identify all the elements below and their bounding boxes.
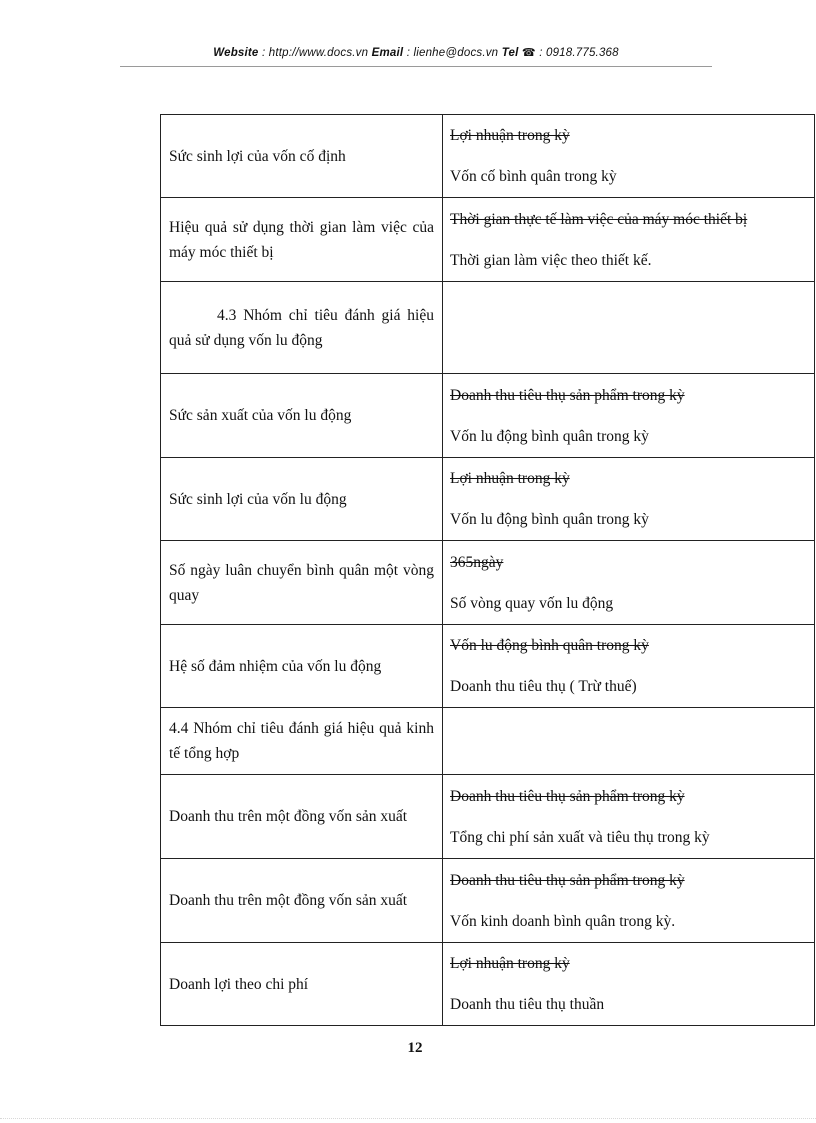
- formula-numerator: Doanh thu tiêu thụ sản phẩm trong kỳ: [450, 871, 685, 889]
- tel-value: : 0918.775.368: [535, 47, 619, 59]
- formula-numerator: Doanh thu tiêu thụ sản phẩm trong kỳ: [450, 787, 685, 805]
- formula-numerator: Lợi nhuận trong kỳ: [450, 955, 570, 972]
- formula-cell: [443, 625, 815, 708]
- formula-cell: [443, 859, 815, 943]
- email-label: Email: [371, 47, 404, 59]
- formula-cell: [443, 198, 815, 282]
- table-row: [161, 115, 815, 198]
- formula-cell: [443, 775, 815, 859]
- formula-denominator: Số vòng quay vốn lu động: [450, 594, 614, 612]
- formula-numerator: Lợi nhuận trong kỳ: [450, 127, 570, 144]
- indicator-name: Hiệu quả sử dụng thời gian làm việc của máy móc thiết bị: [161, 198, 443, 282]
- indicator-table: [160, 114, 815, 1026]
- indicator-name: Doanh thu trên một đồng vốn sản xuất: [161, 859, 443, 943]
- section-heading: 4.3 Nhóm chỉ tiêu đánh giá hiệu quả sử dụng vốn lu động: [161, 282, 443, 374]
- table-row: [161, 282, 815, 374]
- table-row: [161, 458, 815, 541]
- indicator-name: Doanh thu trên một đồng vốn sản xuất: [161, 775, 443, 859]
- formula-denominator: Vốn lu động bình quân trong kỳ: [450, 427, 649, 445]
- table-row: [161, 541, 815, 625]
- formula-denominator: Doanh thu tiêu thụ ( Trừ thuế): [450, 678, 637, 695]
- formula-cell: [443, 374, 815, 458]
- indicator-name: Sức sản xuất của vốn lu động: [161, 374, 443, 458]
- indicator-name: Số ngày luân chuyển bình quân một vòng quay: [161, 541, 443, 625]
- indicator-name: Hệ số đảm nhiệm của vốn lu động: [161, 625, 443, 708]
- formula-numerator: Lợi nhuận trong kỳ: [450, 470, 570, 487]
- header-divider: [120, 66, 712, 67]
- page-header: [120, 46, 712, 59]
- formula-denominator: Thời gian làm việc theo thiết kế.: [450, 251, 652, 269]
- formula-denominator: Tổng chi phí sản xuất và tiêu thụ trong kỳ: [450, 828, 710, 846]
- table-row: [161, 374, 815, 458]
- website-value: : http://www.docs.vn: [258, 47, 372, 59]
- indicator-name: Sức sinh lợi của vốn lu động: [161, 458, 443, 541]
- formula-numerator: Doanh thu tiêu thụ sản phẩm trong kỳ: [450, 386, 685, 404]
- page-number: 12: [407, 1040, 423, 1056]
- formula-cell: [443, 458, 815, 541]
- formula-numerator: 365ngày: [450, 553, 504, 571]
- table-row: [161, 943, 815, 1026]
- indicator-name: Sức sinh lợi của vốn cố định: [161, 115, 443, 198]
- formula-cell: [443, 541, 815, 625]
- formula-cell: [443, 943, 815, 1026]
- formula-cell: [443, 282, 815, 374]
- table-row: [161, 708, 815, 775]
- formula-cell: [443, 115, 815, 198]
- formula-denominator: Doanh thu tiêu thụ thuần: [450, 996, 605, 1013]
- formula-numerator: Thời gian thực tế làm việc của máy móc thiết bị: [450, 210, 748, 228]
- table-row: [161, 859, 815, 943]
- formula-denominator: Vốn kinh doanh bình quân trong kỳ.: [450, 912, 676, 930]
- website-label: Website: [213, 47, 259, 59]
- formula-denominator: Vốn cố bình quân trong kỳ: [450, 168, 617, 185]
- table-row: [161, 625, 815, 708]
- formula-cell: [443, 708, 815, 775]
- formula-numerator: Vốn lu động bình quân trong kỳ: [450, 637, 649, 654]
- indicator-name: Doanh lợi theo chi phí: [161, 943, 443, 1026]
- email-value: : lienhe@docs.vn: [403, 47, 502, 59]
- table-row: [161, 198, 815, 282]
- formula-denominator: Vốn lu động bình quân trong kỳ: [450, 511, 649, 528]
- table-row: [161, 775, 815, 859]
- tel-label: Tel: [501, 47, 519, 59]
- section-heading: 4.4 Nhóm chỉ tiêu đánh giá hiệu quả kinh tế tổng hợp: [161, 708, 443, 775]
- footer-divider: [0, 1118, 816, 1119]
- phone-icon: ☎: [521, 47, 536, 59]
